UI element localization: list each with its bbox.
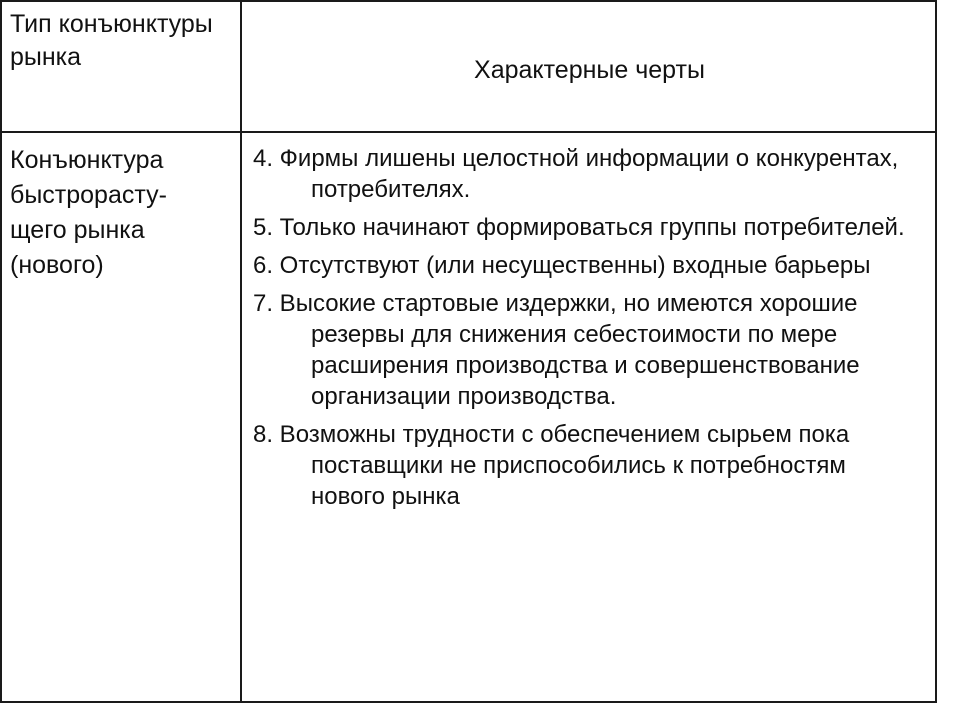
trait-item: 8. Возможны трудности с обеспечением сырьем пока поставщики не приспособились к потребностям нового рынка <box>253 421 850 510</box>
traits-column-header: Характерные черты <box>474 56 705 84</box>
market-type-line: щего рынка <box>10 216 145 244</box>
trait-item: 4. Фирмы лишены целостной информации о конкурентах, потребителях. <box>253 145 899 203</box>
market-type-line: Конъюнктура <box>10 146 164 174</box>
column-divider <box>240 2 242 701</box>
trait-item: 7. Высокие стартовые издержки, но имеются хорошие резервы для снижения себестоимости по мере расширения производства и совершенствование организации производства. <box>253 290 860 410</box>
type-column-header: Тип конъюнктуры рынка <box>10 10 213 71</box>
trait-item: 5. Только начинают формироваться группы потребителей. <box>253 214 905 241</box>
market-type-line: (нового) <box>10 251 104 279</box>
market-type-cell <box>10 143 238 283</box>
traits-list <box>253 143 923 519</box>
header-divider <box>2 131 935 133</box>
market-type-line: быстрорасту- <box>10 181 167 209</box>
trait-item: 6. Отсутствуют (или несущественны) входные барьеры <box>253 252 871 279</box>
